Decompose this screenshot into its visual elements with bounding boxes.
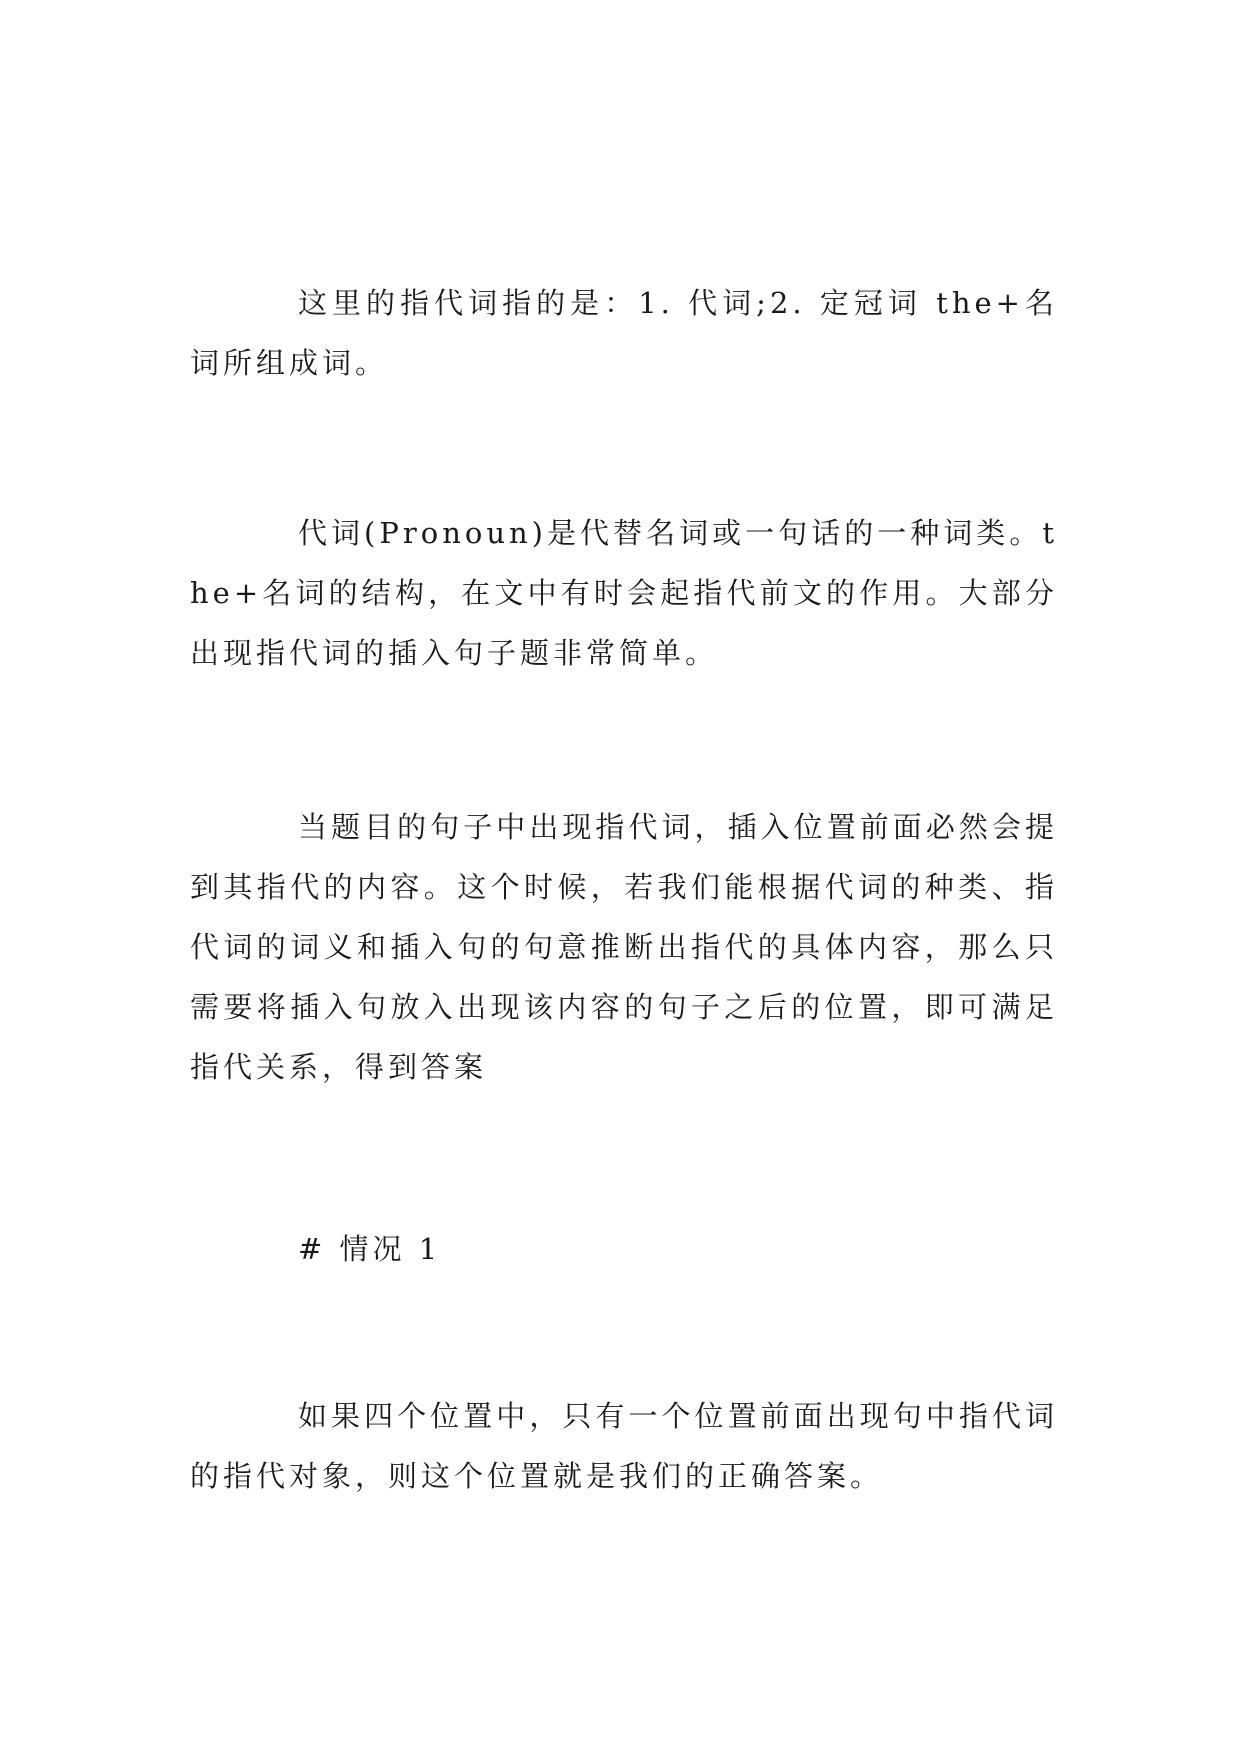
paragraph-insertion-method: 当题目的句子中出现指代词，插入位置前面必然会提到其指代的内容。这个时候，若我们能根据代词的种类、指代词的词义和插入句的句意推断出指代的具体内容，那么只需要将插入句放入出现该内容的句子之后的位置，即可满足指代关系，得到答案 [190,810,1058,1084]
paragraph-pronoun-explanation: 代词(Pronoun)是代替名词或一句话的一种词类。the+名词的结构，在文中有时会起指代前文的作用。大部分出现指代词的插入句子题非常简单。 [190,516,1058,670]
paragraph-case-1: 如果四个位置中，只有一个位置前面出现句中指代词的指代对象，则这个位置就是我们的正确答案。 [190,1399,1058,1493]
paragraph-definition: 这里的指代词指的是：1. 代词;2. 定冠词 the+名词所组成词。 [190,286,1058,380]
section-heading-case-1: # 情况 1 [298,1232,442,1266]
